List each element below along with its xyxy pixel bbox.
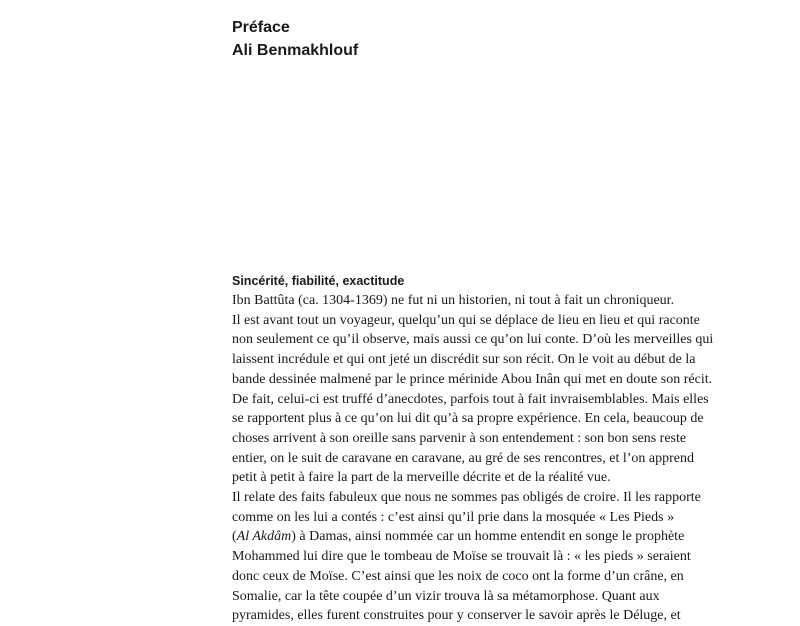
body-line: se rapportent plus à ce qu’on lui dit qu’à sa propre expérience. En cela, beaucoup de bbox=[232, 411, 704, 427]
body-line: Il relate des faits fabuleux que nous ne sommes pas obligés de croire. Il les rapporte bbox=[232, 490, 701, 506]
body-line: Il est avant tout un voyageur, quelqu’un qui se déplace de lieu en lieu et qui raconte bbox=[232, 312, 700, 328]
body-line: bande dessinée malmené par le prince mérinide Abou Inân qui met en doute son récit. bbox=[232, 371, 713, 387]
body-line: laissent incrédule et qui ont jeté un discrédit sur son récit. On le voit au début de la bbox=[232, 352, 696, 368]
body-line: petit à petit à faire la part de la merveille décrite et de la réalité vue. bbox=[232, 470, 611, 486]
body-line: De fait, celui-ci est truffé d’anecdotes, parfois tout à fait invraisemblables. Mais elles bbox=[232, 391, 709, 407]
section-heading: Sincérité, fiabilité, exactitude bbox=[232, 274, 405, 288]
page-header bbox=[232, 16, 632, 62]
body-line: Ibn Battûta (ca. 1304-1369) ne fut ni un historien, ni tout à fait un chroniqueur. bbox=[232, 293, 675, 308]
body-line: choses arrivent à son oreille sans parvenir à son entendement : son bon sens reste bbox=[232, 430, 687, 446]
body-line: pyramides, elles furent construites pour y conserver le savoir après le Déluge, et bbox=[232, 608, 681, 624]
open-paren: ( bbox=[232, 529, 237, 545]
body-line-with-italic bbox=[232, 527, 792, 547]
author-name: Ali Benmakhlouf bbox=[232, 42, 359, 59]
body-line: entier, on le suit de caravane en caravane, au gré de ses rencontres, et l’on apprend bbox=[232, 450, 694, 466]
italic-place-name: Al Akdâm bbox=[236, 529, 292, 545]
line-remainder: ) à Damas, ainsi nommée car un homme entendit en songe le prophète bbox=[291, 529, 685, 545]
body-line: non seulement ce qu’il observe, mais aussi ce qu’on lui conte. D’où les merveilles qui bbox=[232, 332, 714, 348]
body-line: Mohammed lui dire que le tombeau de Moïse se trouvait là : « les pieds » seraient bbox=[232, 549, 691, 565]
body-line: Somalie, car la tête coupée d’un vizir trouva là sa métamorphose. Quant aux bbox=[232, 588, 660, 604]
body-line: donc ceux de Moïse. C’est ainsi que les noix de coco ont la forme d’un crâne, en bbox=[232, 568, 684, 584]
body-line: comme on les lui a contés : c’est ainsi qu’il prie dans la mosquée « Les Pieds » bbox=[232, 509, 675, 525]
text-section bbox=[232, 271, 792, 626]
page-title: Préface bbox=[232, 19, 290, 36]
